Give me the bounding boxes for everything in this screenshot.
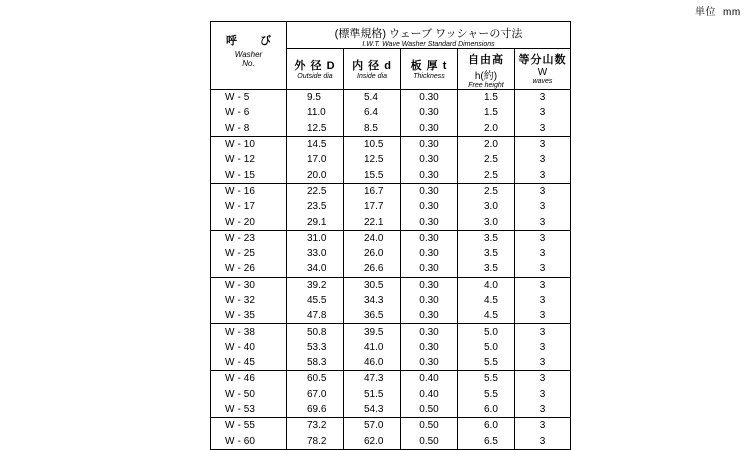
inside-dia-cell: 15.5 [344, 167, 401, 183]
outside-dia-cell: 12.5 [287, 121, 344, 137]
thickness-cell: 0.50 [401, 402, 458, 418]
thickness-cell: 0.30 [401, 167, 458, 183]
free-height-cell: 2.5 [458, 152, 515, 167]
header-waves [515, 49, 571, 90]
washer-number: 32 [243, 295, 255, 306]
waves-cell: 3 [515, 230, 571, 246]
outside-dia-cell: 14.5 [287, 136, 344, 152]
table-row [211, 214, 571, 230]
washer-number: 53 [243, 404, 255, 416]
unit-label [695, 3, 741, 18]
washer-number: 45 [243, 357, 255, 369]
free-height-cell: 5.5 [458, 371, 515, 387]
washer-prefix: W [225, 373, 235, 385]
waves-cell: 3 [515, 355, 571, 371]
washer-prefix: W [225, 435, 235, 447]
inside-dia-cell: 6.4 [344, 105, 401, 120]
washer-no-cell [211, 90, 287, 106]
dash-separator: - [237, 107, 241, 119]
inside-dia-cell: 57.0 [344, 418, 401, 434]
waves-cell: 3 [515, 434, 571, 450]
washer-prefix: W [225, 154, 235, 166]
dash-separator: - [237, 420, 241, 432]
table-row [211, 183, 571, 199]
outside-dia-cell: 29.1 [287, 214, 344, 230]
washer-no-cell [211, 293, 287, 308]
washer-prefix: W [225, 232, 235, 244]
dash-separator: - [237, 435, 241, 447]
waves-cell: 3 [515, 121, 571, 137]
free-height-cell: 2.0 [458, 136, 515, 152]
washer-no-cell [211, 355, 287, 371]
washer-no-cell [211, 214, 287, 230]
header-outside-dia [287, 49, 344, 90]
unit-value: mm [723, 7, 741, 18]
table-row [211, 121, 571, 137]
waves-cell: 3 [515, 167, 571, 183]
washer-dimensions-table [210, 21, 571, 450]
inside-dia-cell: 47.3 [344, 371, 401, 387]
waves-cell: 3 [515, 324, 571, 340]
inside-dia-cell: 8.5 [344, 121, 401, 137]
free-height-cell: 1.5 [458, 105, 515, 120]
free-height-cell: 3.0 [458, 199, 515, 214]
free-height-cell: 4.0 [458, 277, 515, 293]
washer-no-cell [211, 136, 287, 152]
dash-separator: - [237, 201, 241, 213]
thickness-cell: 0.50 [401, 418, 458, 434]
inside-dia-cell: 46.0 [344, 355, 401, 371]
dash-separator: - [237, 310, 241, 322]
inside-dia-cell: 10.5 [344, 136, 401, 152]
washer-no-cell [211, 152, 287, 167]
dash-separator: - [237, 122, 241, 134]
inside-dia-cell: 16.7 [344, 183, 401, 199]
waves-cell: 3 [515, 152, 571, 167]
washer-no-cell [211, 230, 287, 246]
header-t-jp: 板 厚 t [410, 60, 448, 72]
thickness-cell: 0.40 [401, 371, 458, 387]
dash-separator: - [237, 139, 241, 151]
inside-dia-cell: 30.5 [344, 277, 401, 293]
waves-cell: 3 [515, 402, 571, 418]
header-h-jp: 自由高 [468, 54, 504, 66]
outside-dia-cell: 45.5 [287, 293, 344, 308]
waves-cell: 3 [515, 387, 571, 402]
washer-number: 6 [243, 107, 250, 119]
waves-cell: 3 [515, 261, 571, 277]
washer-no-cell [211, 324, 287, 340]
washer-prefix: W [225, 185, 235, 197]
washer-number: 8 [243, 122, 250, 134]
washer-prefix: W [225, 310, 235, 322]
dash-separator: - [237, 154, 241, 166]
waves-cell: 3 [515, 277, 571, 293]
outside-dia-cell: 60.5 [287, 371, 344, 387]
inside-dia-cell: 12.5 [344, 152, 401, 167]
washer-number: 16 [243, 185, 255, 197]
washer-number: 25 [243, 248, 255, 260]
header-od-jp: 外 径 D [294, 60, 336, 72]
free-height-cell: 3.0 [458, 214, 515, 230]
dash-separator: - [237, 216, 241, 228]
thickness-cell: 0.30 [401, 230, 458, 246]
inside-dia-cell: 5.4 [344, 90, 401, 106]
table-row [211, 355, 571, 371]
thickness-cell: 0.30 [401, 90, 458, 106]
outside-dia-cell: 69.6 [287, 402, 344, 418]
waves-cell: 3 [515, 371, 571, 387]
washer-prefix: W [225, 201, 235, 213]
thickness-cell: 0.30 [401, 121, 458, 137]
dash-separator: - [237, 326, 241, 338]
table-row [211, 90, 571, 106]
thickness-cell: 0.30 [401, 293, 458, 308]
table-row [211, 152, 571, 167]
waves-cell: 3 [515, 418, 571, 434]
header-w-jp: 等分山数 [518, 54, 567, 66]
outside-dia-cell: 73.2 [287, 418, 344, 434]
washer-prefix: W [225, 92, 235, 104]
thickness-cell: 0.40 [401, 387, 458, 402]
free-height-cell: 3.5 [458, 230, 515, 246]
outside-dia-cell: 53.3 [287, 340, 344, 355]
dash-separator: - [237, 373, 241, 385]
thickness-cell: 0.30 [401, 308, 458, 324]
table-row [211, 277, 571, 293]
washer-number: 38 [243, 326, 255, 338]
inside-dia-cell: 26.6 [344, 261, 401, 277]
washer-number: 17 [243, 201, 255, 213]
washer-no-cell [211, 402, 287, 418]
washer-no-cell [211, 387, 287, 402]
washer-no-cell [211, 308, 287, 324]
waves-cell: 3 [515, 246, 571, 261]
free-height-cell: 4.5 [458, 293, 515, 308]
dash-separator: - [237, 295, 241, 306]
header-name-jp: 呼 び [225, 35, 282, 47]
free-height-cell: 6.0 [458, 418, 515, 434]
waves-cell: 3 [515, 293, 571, 308]
washer-prefix: W [225, 295, 235, 306]
dash-separator: - [237, 185, 241, 197]
free-height-cell: 2.0 [458, 121, 515, 137]
washer-number: 55 [243, 420, 255, 432]
header-w-en: waves [532, 78, 553, 85]
outside-dia-cell: 9.5 [287, 90, 344, 106]
washer-no-cell [211, 418, 287, 434]
waves-cell: 3 [515, 90, 571, 106]
dash-separator: - [237, 248, 241, 260]
header-id-jp: 内 径 d [352, 60, 392, 72]
washer-number: 40 [243, 341, 255, 353]
washer-no-cell [211, 261, 287, 277]
outside-dia-cell: 39.2 [287, 277, 344, 293]
table-row [211, 105, 571, 120]
free-height-cell: 2.5 [458, 183, 515, 199]
inside-dia-cell: 24.0 [344, 230, 401, 246]
outside-dia-cell: 47.8 [287, 308, 344, 324]
table-row [211, 230, 571, 246]
table-row [211, 246, 571, 261]
header-w-jp2: W [537, 67, 548, 78]
outside-dia-cell: 23.5 [287, 199, 344, 214]
table-row [211, 387, 571, 402]
outside-dia-cell: 20.0 [287, 167, 344, 183]
washer-number: 10 [243, 139, 255, 151]
washer-number: 5 [243, 92, 250, 104]
dash-separator: - [237, 388, 241, 400]
washer-prefix: W [225, 248, 235, 260]
header-h-jp2: h(約) [474, 71, 498, 82]
free-height-cell: 2.5 [458, 167, 515, 183]
free-height-cell: 5.5 [458, 387, 515, 402]
washer-no-cell [211, 167, 287, 183]
waves-cell: 3 [515, 105, 571, 120]
outside-dia-cell: 11.0 [287, 105, 344, 120]
waves-cell: 3 [515, 340, 571, 355]
table-row [211, 199, 571, 214]
table-row [211, 434, 571, 450]
free-height-cell: 6.0 [458, 402, 515, 418]
inside-dia-cell: 41.0 [344, 340, 401, 355]
header-name [211, 22, 287, 90]
washer-number: 30 [243, 279, 255, 291]
header-inside-dia [344, 49, 401, 90]
washer-number: 60 [243, 435, 255, 447]
table-title [287, 22, 571, 49]
thickness-cell: 0.30 [401, 136, 458, 152]
table-row [211, 402, 571, 418]
dash-separator: - [237, 92, 241, 104]
washer-no-cell [211, 277, 287, 293]
washer-no-cell [211, 371, 287, 387]
outside-dia-cell: 58.3 [287, 355, 344, 371]
table-row [211, 167, 571, 183]
waves-cell: 3 [515, 199, 571, 214]
washer-prefix: W [225, 326, 235, 338]
header-t-en: Thickness [413, 73, 445, 80]
header-free-height [458, 49, 515, 90]
table-row [211, 293, 571, 308]
free-height-cell: 6.5 [458, 434, 515, 450]
washer-number: 26 [243, 263, 255, 275]
washer-prefix: W [225, 122, 235, 134]
washer-number: 23 [243, 232, 255, 244]
washer-no-cell [211, 183, 287, 199]
washer-no-cell [211, 340, 287, 355]
washer-no-cell [211, 105, 287, 120]
table-row [211, 136, 571, 152]
free-height-cell: 4.5 [458, 308, 515, 324]
washer-number: 12 [243, 154, 255, 166]
thickness-cell: 0.30 [401, 105, 458, 120]
dash-separator: - [237, 232, 241, 244]
waves-cell: 3 [515, 308, 571, 324]
thickness-cell: 0.30 [401, 277, 458, 293]
waves-cell: 3 [515, 136, 571, 152]
outside-dia-cell: 34.0 [287, 261, 344, 277]
outside-dia-cell: 22.5 [287, 183, 344, 199]
free-height-cell: 5.5 [458, 355, 515, 371]
header-name-no: No. [242, 59, 255, 68]
inside-dia-cell: 54.3 [344, 402, 401, 418]
outside-dia-cell: 17.0 [287, 152, 344, 167]
free-height-cell: 3.5 [458, 246, 515, 261]
washer-prefix: W [225, 139, 235, 151]
washer-no-cell [211, 121, 287, 137]
header-thickness [401, 49, 458, 90]
thickness-cell: 0.30 [401, 214, 458, 230]
header-id-en: Inside dia [357, 73, 387, 80]
dash-separator: - [237, 404, 241, 416]
table-row [211, 418, 571, 434]
header-name-en: Washer [234, 50, 263, 59]
thickness-cell: 0.30 [401, 199, 458, 214]
header-od-en: Outside dia [297, 73, 333, 80]
thickness-cell: 0.30 [401, 324, 458, 340]
washer-prefix: W [225, 341, 235, 353]
table-row [211, 371, 571, 387]
dash-separator: - [237, 357, 241, 369]
free-height-cell: 1.5 [458, 90, 515, 106]
thickness-cell: 0.30 [401, 340, 458, 355]
washer-no-cell [211, 199, 287, 214]
dash-separator: - [237, 169, 241, 181]
unit-label-text: 単位 [695, 7, 716, 18]
outside-dia-cell: 50.8 [287, 324, 344, 340]
inside-dia-cell: 39.5 [344, 324, 401, 340]
thickness-cell: 0.30 [401, 246, 458, 261]
table-row [211, 261, 571, 277]
outside-dia-cell: 33.0 [287, 246, 344, 261]
dash-separator: - [237, 341, 241, 353]
thickness-cell: 0.30 [401, 355, 458, 371]
washer-no-cell [211, 434, 287, 450]
washer-prefix: W [225, 107, 235, 119]
washer-prefix: W [225, 388, 235, 400]
washer-prefix: W [225, 263, 235, 275]
table-title-en: I.W.T. Wave Washer Standard Dimensions [362, 41, 495, 48]
washer-prefix: W [225, 216, 235, 228]
thickness-cell: 0.30 [401, 183, 458, 199]
washer-prefix: W [225, 420, 235, 432]
table-row [211, 340, 571, 355]
free-height-cell: 5.0 [458, 340, 515, 355]
washer-number: 35 [243, 310, 255, 322]
washer-prefix: W [225, 169, 235, 181]
thickness-cell: 0.50 [401, 434, 458, 450]
washer-number: 20 [243, 216, 255, 228]
waves-cell: 3 [515, 183, 571, 199]
inside-dia-cell: 34.3 [344, 293, 401, 308]
washer-prefix: W [225, 404, 235, 416]
inside-dia-cell: 36.5 [344, 308, 401, 324]
inside-dia-cell: 17.7 [344, 199, 401, 214]
washer-number: 15 [243, 169, 255, 181]
table-body [211, 90, 571, 450]
table-title-jp: (標準規格) ウェーブ ワッシャーの寸法 [334, 28, 523, 40]
washer-prefix: W [225, 279, 235, 291]
title-row [211, 22, 571, 49]
washer-number: 50 [243, 388, 255, 400]
outside-dia-cell: 31.0 [287, 230, 344, 246]
inside-dia-cell: 22.1 [344, 214, 401, 230]
header-h-en: Free height [468, 82, 504, 89]
inside-dia-cell: 51.5 [344, 387, 401, 402]
washer-number: 46 [243, 373, 255, 385]
waves-cell: 3 [515, 214, 571, 230]
washer-prefix: W [225, 357, 235, 369]
washer-no-cell [211, 246, 287, 261]
table-row [211, 308, 571, 324]
dash-separator: - [237, 263, 241, 275]
dash-separator: - [237, 279, 241, 291]
thickness-cell: 0.30 [401, 152, 458, 167]
inside-dia-cell: 62.0 [344, 434, 401, 450]
outside-dia-cell: 78.2 [287, 434, 344, 450]
free-height-cell: 3.5 [458, 261, 515, 277]
table-row [211, 324, 571, 340]
outside-dia-cell: 67.0 [287, 387, 344, 402]
thickness-cell: 0.30 [401, 261, 458, 277]
free-height-cell: 5.0 [458, 324, 515, 340]
inside-dia-cell: 26.0 [344, 246, 401, 261]
